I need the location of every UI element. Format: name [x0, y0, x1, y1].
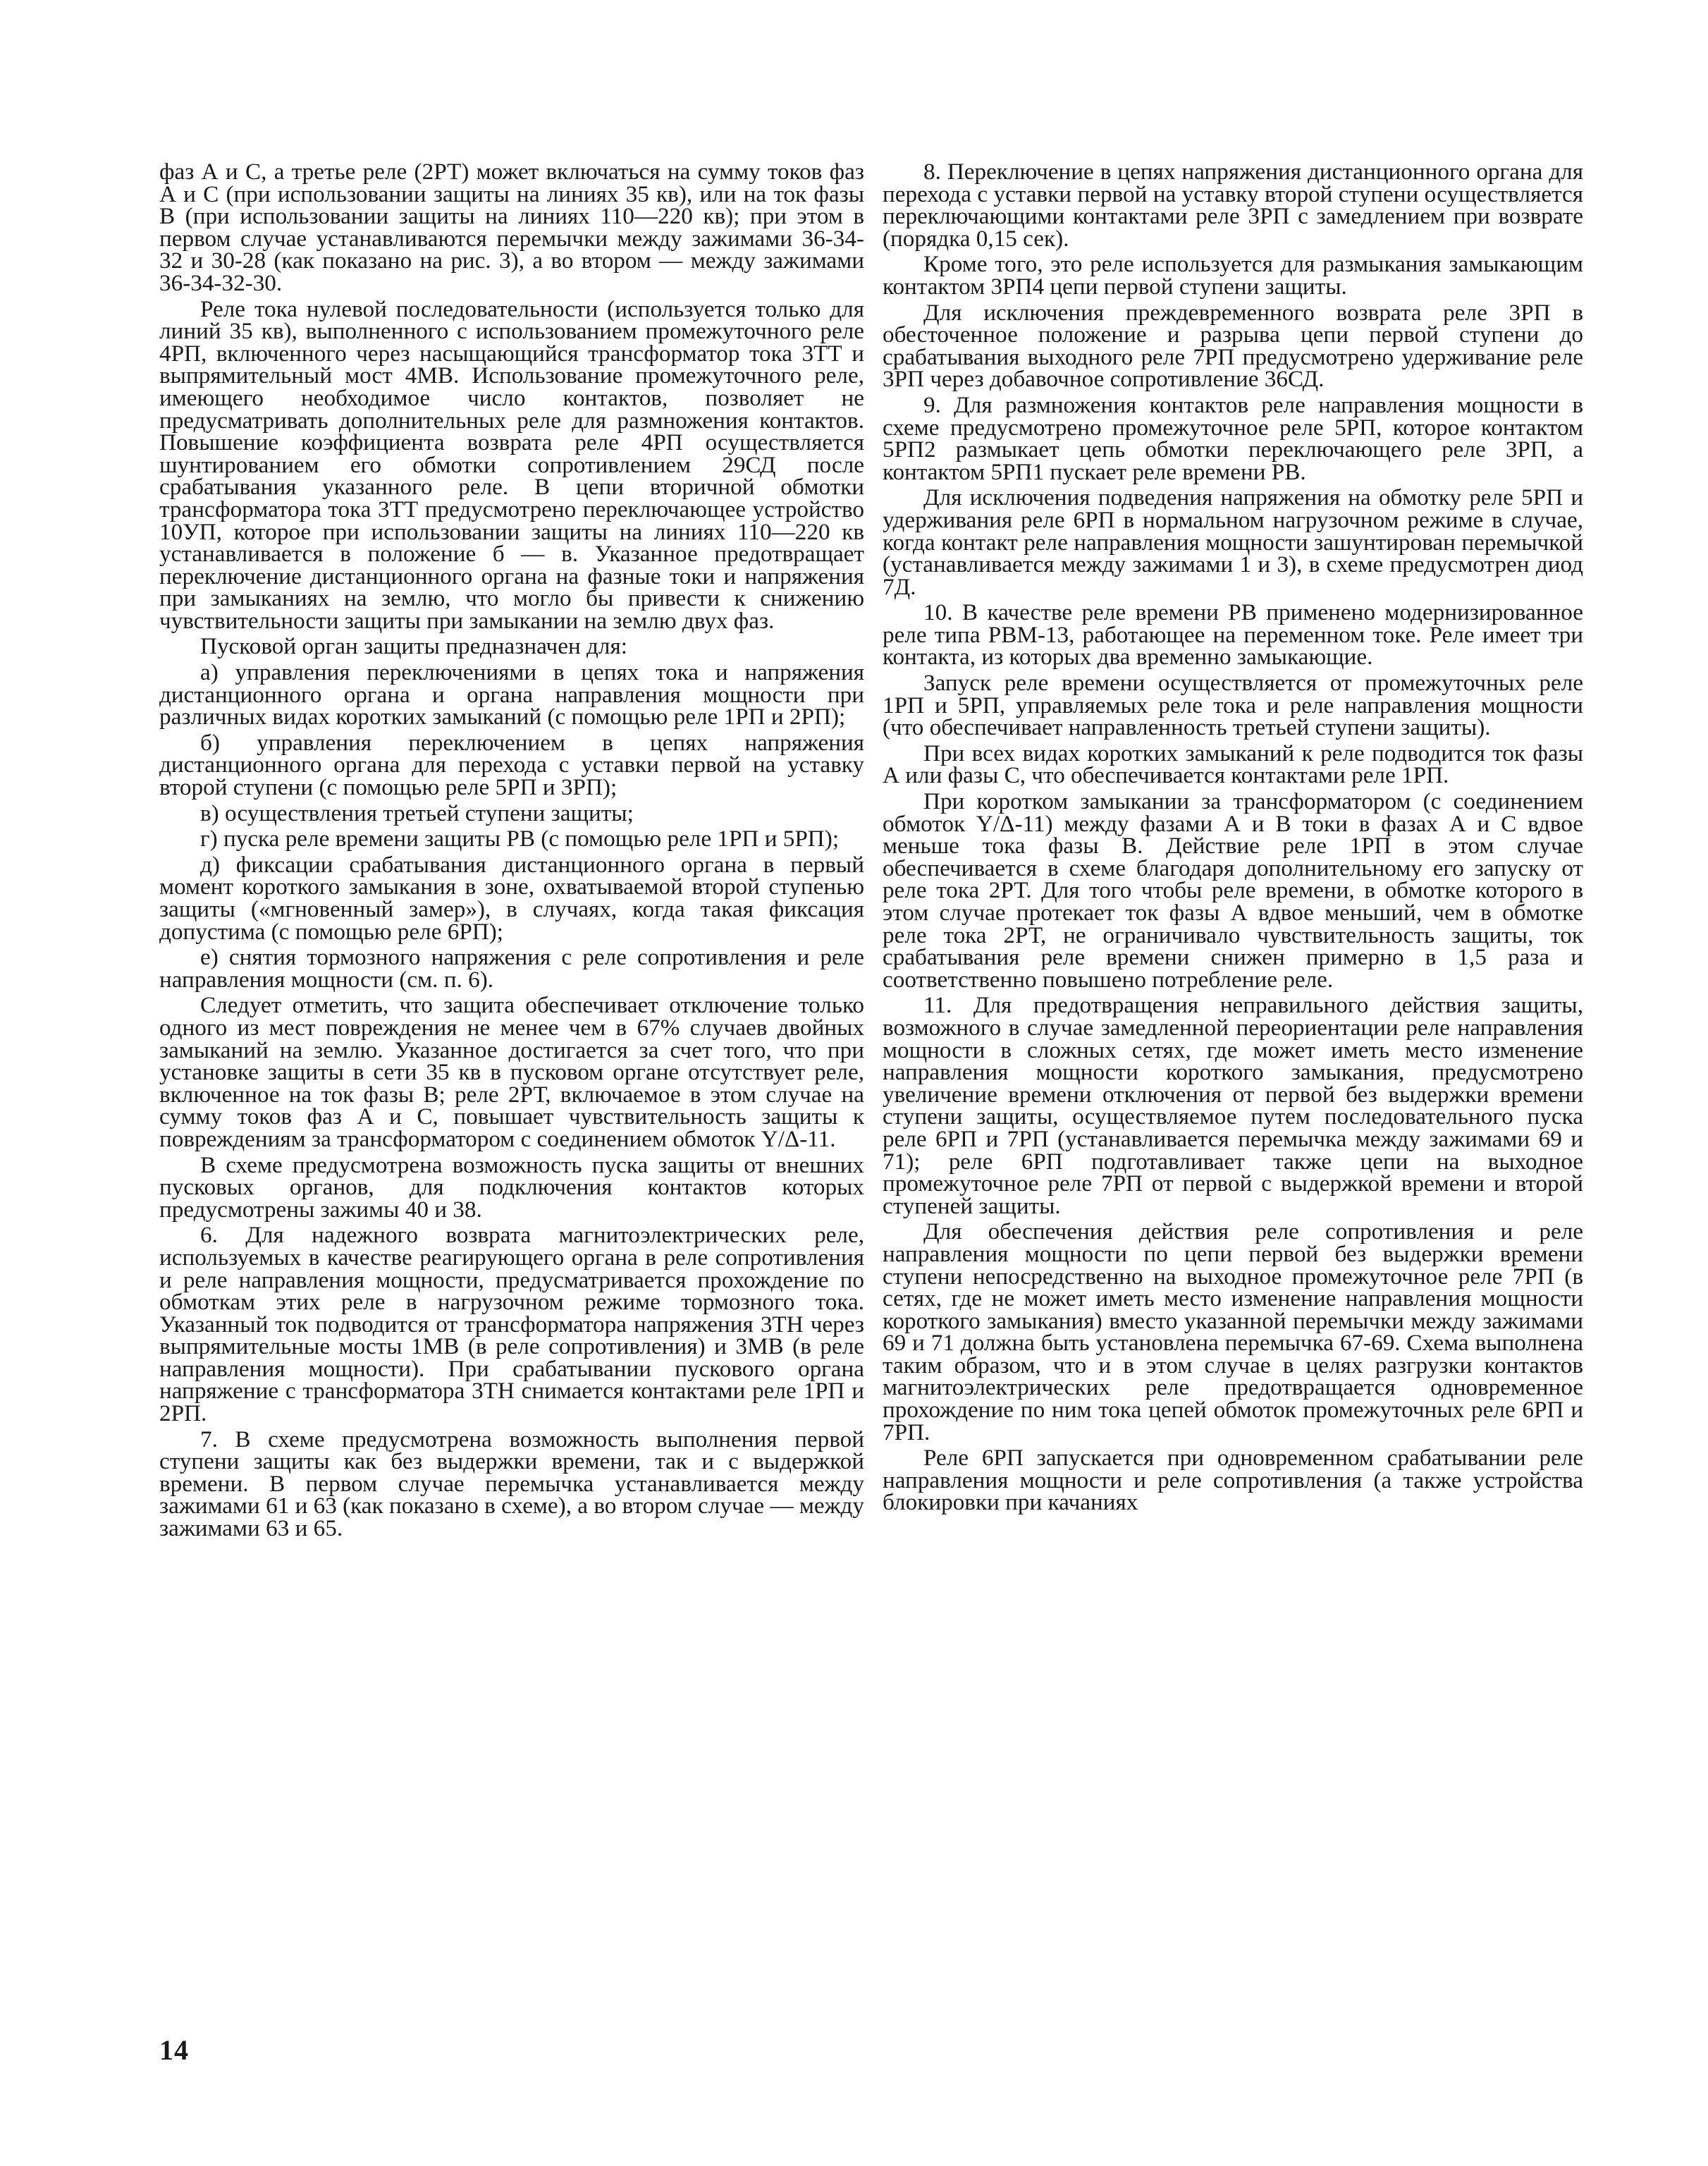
- paragraph: Реле 6РП запускается при одновременном срабатывании реле направления мощности и реле сопротивления (а также устройства блокировки при качаниях: [883, 1445, 1583, 1516]
- list-item: д) фиксации срабатывания дистанционного органа в первый момент короткого замыкания в зоне, охватываемой второй ступенью защиты («мгновенный замер»), в случаях, когда такая фиксация допустима (с помощью реле 6РП);: [159, 851, 864, 945]
- paragraph: Реле тока нулевой последовательности (используется только для линий 35 кв), выполненного с использованием промежуточного реле 4РП, включенного через насыщающийся трансформатор тока 3ТТ и выпрямительный мост 4МВ. Использование промежуточного реле, имеющего необходимое число контактов, позволяет не предусматривать дополнительных реле для размножения контактов. Повышение коэффициента возврата реле 4РП осуществляется шунтированием его обмотки сопротивлением 29СД после срабатывания указанного реле. В цепи вторичной обмотки трансформатора тока 3ТТ предусмотрено переключающее устройство 10УП, которое при использовании защиты на линиях 110—220 кв устанавливается в положение б — в. Указанное предотвращает переключение дистанционного органа на фазные токи и напряжения при замыканиях на землю, что могло бы привести к снижению чувствительности защиты при замыкании на землю двух фаз.: [159, 295, 864, 634]
- paragraph: Для обеспечения действия реле сопротивления и реле направления мощности по цепи первой без выдержки времени ступени непосредственно на выходное промежуточное реле 7РП (в сетях, где не может иметь место изменение направления мощности короткого замыкания) вместо указанной перемычки между зажимами 69 и 71 должна быть установлена перемычка 67-69. Схема выполнена таким образом, что и в этом случае в целях разгрузки контактов магнитоэлектрических реле предотвращается одновременное прохождение по ним тока цепей обмоток промежуточных реле 6РП и 7РП.: [883, 1218, 1583, 1445]
- list-item: е) снятия тормозного напряжения с реле сопротивления и реле направления мощности (см. п. 6).: [159, 944, 864, 993]
- list-item: б) управления переключением в цепях напряжения дистанционного органа для перехода с уставки первой на уставку второй ступени (с помощью реле 5РП и 3РП);: [159, 729, 864, 801]
- paragraph: Кроме того, это реле используется для размыкания замыкающим контактом 3РП4 цепи первой ступени защиты.: [883, 251, 1583, 300]
- paragraph: Следует отметить, что защита обеспечивает отключение только одного из мест повреждения не менее чем в 67% случаев двойных замыканий на землю. Указанное достигается за счет того, что при установке защиты в сети 35 кв в пусковом органе отсутствует реле, включенное на ток фазы В; реле 2РТ, включаемое в этом случае на сумму токов фаз А и С, повышает чувствительность защиты к повреждениям за трансформатором с соединением обмоток Y/Δ-11.: [159, 992, 864, 1152]
- paragraph: фаз А и С, а третье реле (2РТ) может включаться на сумму токов фаз А и С (при использовании защиты на линиях 35 кв), или на ток фазы В (при использовании защиты на линиях 110—220 кв); при этом в первом случае устанавливаются перемычки между зажимами 36-34-32 и 30-28 (как показано на рис. 3), а во втором — между зажимами 36-34-32-30.: [159, 159, 864, 296]
- paragraph: 9. Для размножения контактов реле направления мощности в схеме предусмотрено промежуточное реле 5РП, которое контактом 5РП2 размыкает цепь обмотки переключающего реле 3РП, а контактом 5РП1 пускает реле времени РВ.: [883, 391, 1583, 485]
- paragraph: В схеме предусмотрена возможность пуска защиты от внешних пусковых органов, для подключения контактов которых предусмотрены зажимы 40 и 38.: [159, 1151, 864, 1223]
- paragraph: Для исключения подведения напряжения на обмотку реле 5РП и удерживания реле 6РП в нормальном нагрузочном режиме в случае, когда контакт реле направления мощности зашунтирован перемычкой (устанавливается между зажимами 1 и 3), в схеме предусмотрен диод 7Д.: [883, 484, 1583, 600]
- paragraph: Запуск реле времени осуществляется от промежуточных реле 1РП и 5РП, управляемых реле тока и реле направления мощности (что обеспечивает направленность третьей ступени защиты).: [883, 670, 1583, 741]
- list-item: в) осуществления третьей ступени защиты;: [200, 800, 634, 826]
- paragraph: 11. Для предотвращения неправильного действия защиты, возможного в случае замедленной переориентации реле направления мощности в сложных сетях, где может иметь место изменение направления мощности короткого замыкания, предусмотрено увеличение времени отключения от первой без выдержки времени ступени защиты, осуществляемое путем последовательного пуска реле 6РП и 7РП (устанавливается перемычка между зажимами 69 и 71); реле 6РП подготавливает также цепи на выходное промежуточное реле 7РП от первой с выдержкой времени и второй ступеней защиты.: [883, 992, 1583, 1219]
- paragraph: 7. В схеме предусмотрена возможность выполнения первой ступени защиты как без выдержки времени, так и с выдержкой времени. В первом случае перемычка устанавливается между зажимами 61 и 63 (как показано в схеме), а во втором случае — между зажимами 63 и 65.: [159, 1426, 864, 1542]
- paragraph: При всех видах коротких замыканий к реле подводится ток фазы А или фазы С, что обеспечивается контактами реле 1РП.: [883, 740, 1583, 789]
- right-column: [883, 161, 1583, 1517]
- page-number: 14: [159, 2034, 189, 2066]
- list-item: г) пуска реле времени защиты РВ (с помощью реле 1РП и 5РП);: [200, 826, 840, 852]
- list-item: а) управления переключениями в цепях тока и напряжения дистанционного органа и органа направления мощности при различных видах коротких замыканий (с помощью реле 1РП и 2РП);: [159, 659, 864, 730]
- paragraph: 10. В качестве реле времени РВ применено модернизированное реле типа РВМ-13, работающее на переменном токе. Реле имеет три контакта, из которых два временно замыкающие.: [883, 599, 1583, 671]
- paragraph: Для исключения преждевременного возврата реле 3РП в обесточенное положение и разрыва цепи первой ступени до срабатывания выходного реле 7РП предусмотрено удерживание реле 3РП через добавочное сопротивление 36СД.: [883, 299, 1583, 393]
- left-column: [159, 161, 864, 1543]
- paragraph: При коротком замыкании за трансформатором (с соединением обмоток Y/Δ-11) между фазами А и В токи в фазах А и С вдвое меньше тока фазы В. Действие реле 1РП в этом случае обеспечивается в схеме благодаря дополнительному его запуску от реле тока 2РТ. Для того чтобы реле времени, в обмотке которого в этом случае протекает ток фазы А вдвое меньший, чем в обмотке реле тока 2РТ, не ограничивало чувствительность защиты, ток срабатывания реле времени снижен примерно в 1,5 раза и соответственно повышено потребление реле.: [883, 788, 1583, 993]
- paragraph: 8. Переключение в цепях напряжения дистанционного органа для перехода с уставки первой на уставку второй ступени осуществляется переключающими контактами реле 3РП с замедлением при возврате (порядка 0,15 сек).: [883, 159, 1583, 252]
- paragraph: Пусковой орган защиты предназначен для:: [200, 633, 627, 660]
- paragraph: 6. Для надежного возврата магнитоэлектрических реле, используемых в качестве реагирующего органа в реле сопротивления и реле направления мощности, предусматривается прохождение по обмоткам этих реле в нагрузочном режиме тормозного тока. Указанный ток подводится от трансформатора напряжения 3ТН через выпрямительные мосты 1МВ (в реле сопротивления) и 3МВ (в реле направления мощности). При срабатывании пускового органа напряжение с трансформатора 3ТН снимается контактами реле 1РП и 2РП.: [159, 1222, 864, 1427]
